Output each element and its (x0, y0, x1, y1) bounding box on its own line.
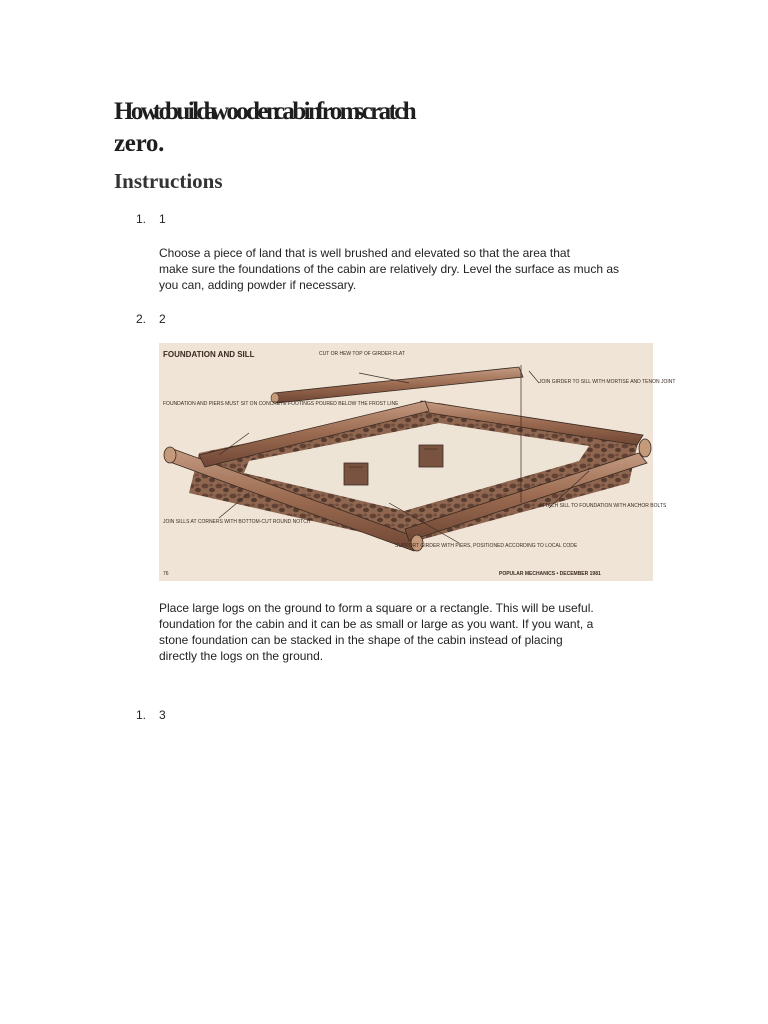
callout-mortise-tenon: JOIN GIRDER TO SILL WITH MORTISE AND TENON JOINT (539, 379, 676, 385)
figure-credit: POPULAR MECHANICS • DECEMBER 1981 (499, 571, 601, 577)
step-2-line-3: stone foundation can be stacked in the shape of the cabin instead of placing (159, 633, 563, 647)
callout-support-piers: SUPPORT GIRDER WITH PIERS, POSITIONED ACCORDING TO LOCAL CODE (395, 543, 578, 549)
page-title-line-2: zero. (114, 130, 165, 157)
callout-corner-notch: JOIN SILLS AT CORNERS WITH BOTTOM-CUT ROUND NOTCH (163, 519, 311, 525)
page-title (114, 96, 534, 160)
callout-footings: FOUNDATION AND PIERS MUST SIT ON CONCRETE FOOTINGS POURED BELOW THE FROST LINE (163, 401, 399, 407)
step-1-line-1: Choose a piece of land that is well brushed and elevated so that the area that (159, 246, 570, 260)
step-2-label: 2 (159, 312, 166, 326)
callout-anchor-bolts: ATTACH SILL TO FOUNDATION WITH ANCHOR BOLTS (539, 503, 667, 509)
step-2-line-2: foundation for the cabin and it can be as small or large as you want. If you want, a (159, 617, 594, 631)
list-number-step-1: 1. (136, 212, 147, 226)
callout-girder-top: CUT OR HEW TOP OF GIRDER FLAT (319, 351, 405, 357)
step-1-line-3: you can, adding powder if necessary. (159, 278, 357, 292)
figure-heading: FOUNDATION AND SILL (163, 350, 255, 359)
page-title-line-1: How to build a wooden cabin from scratch (114, 98, 415, 125)
step-3-label: 3 (159, 708, 166, 722)
step-1-line-2: make sure the foundations of the cabin are relatively dry. Level the surface as much as (159, 262, 620, 276)
list-number-step-3: 1. (136, 708, 147, 722)
foundation-and-sill-illustration (159, 343, 676, 581)
step-2-line-1: Place large logs on the ground to form a square or a rectangle. This will be useful. (159, 601, 594, 615)
girder-log (274, 367, 523, 403)
step-2-line-4: directly the logs on the ground. (159, 649, 324, 663)
step-1-paragraph (159, 245, 639, 293)
figure-page-number: 76 (163, 571, 169, 577)
section-heading-instructions: Instructions (114, 169, 223, 193)
step-2-paragraph (159, 600, 639, 664)
step-1-label: 1 (159, 212, 166, 226)
list-number-step-2: 2. (136, 312, 147, 326)
